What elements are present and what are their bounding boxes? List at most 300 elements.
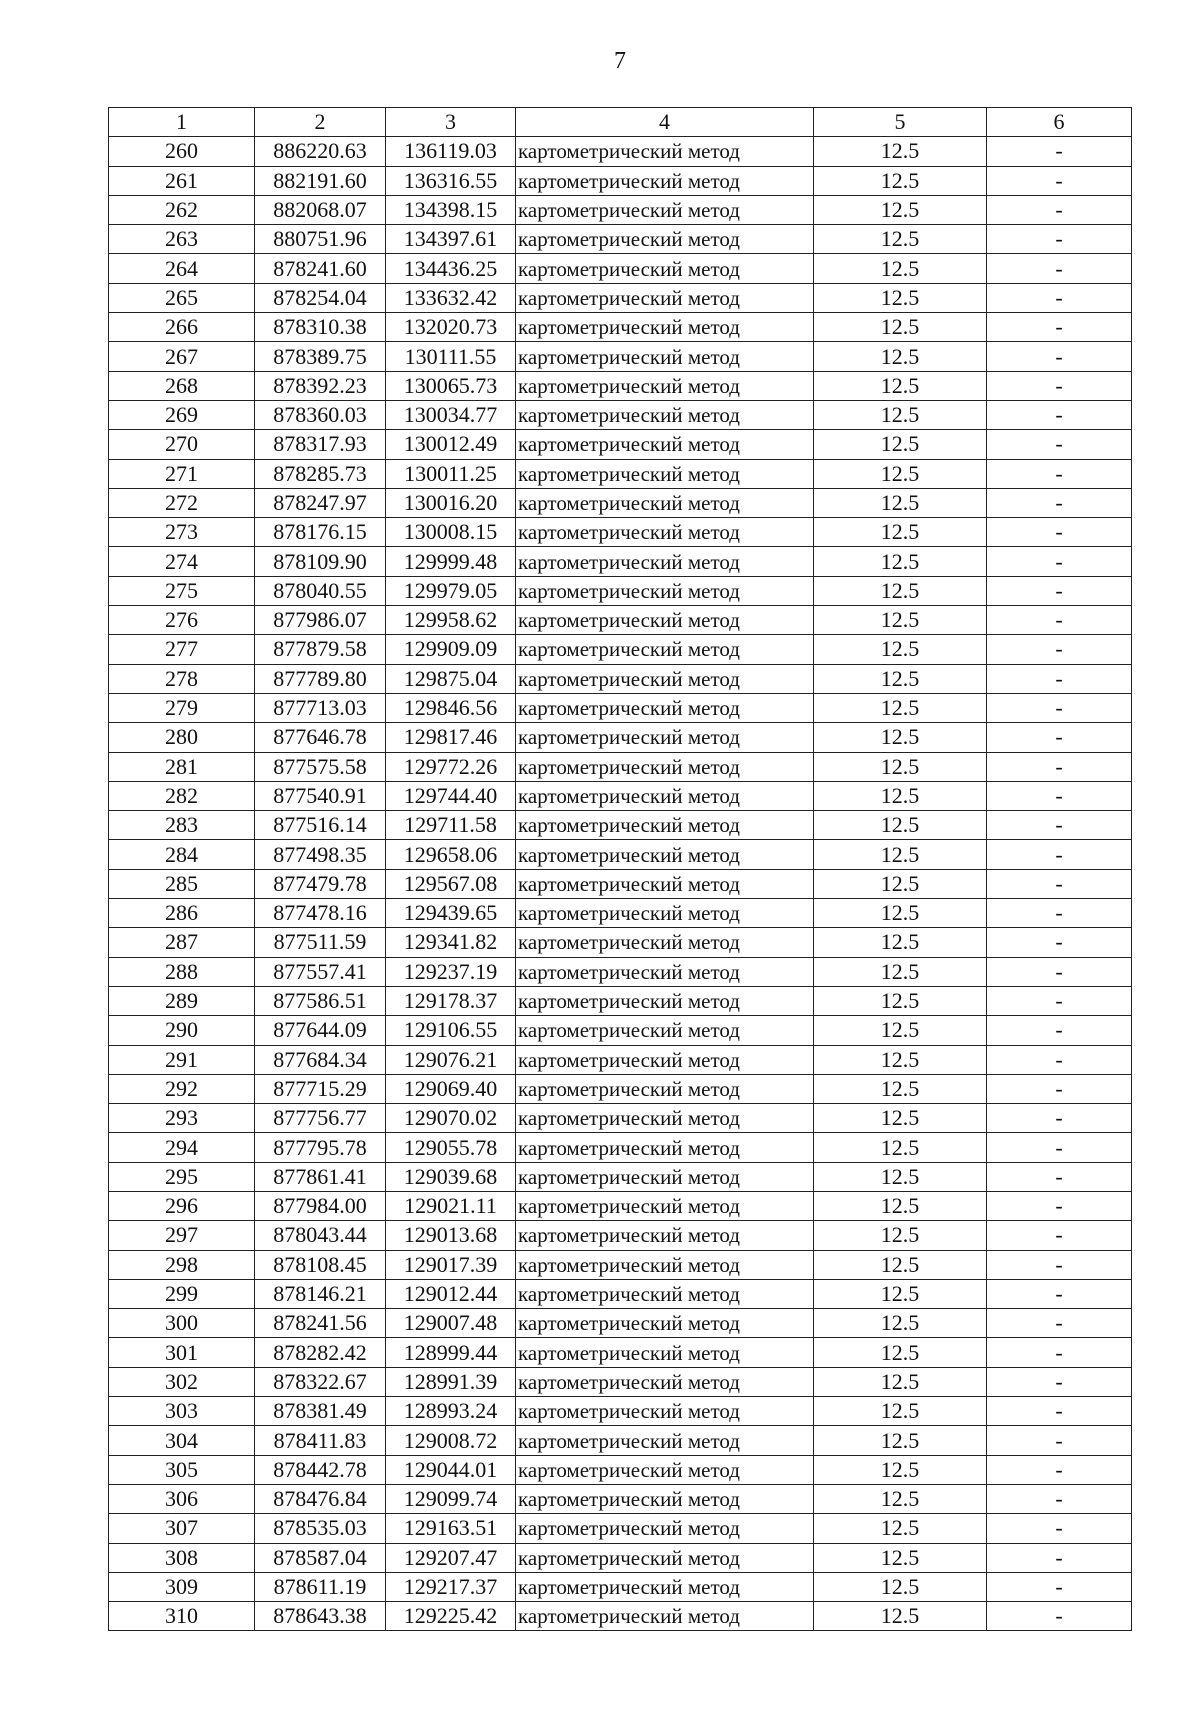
note-cell: - <box>987 606 1132 635</box>
header-point-number: 1 <box>109 108 255 137</box>
y-coordinate-cell: 134397.61 <box>386 225 516 254</box>
y-coordinate-cell: 129909.09 <box>386 635 516 664</box>
note-cell: - <box>987 1426 1132 1455</box>
point-number-cell: 272 <box>109 488 255 517</box>
table-row <box>109 693 1132 722</box>
accuracy-cell: 12.5 <box>814 781 987 810</box>
y-coordinate-cell: 130008.15 <box>386 518 516 547</box>
y-coordinate-cell: 129439.65 <box>386 899 516 928</box>
x-coordinate-cell: 877478.16 <box>255 899 386 928</box>
table-row <box>109 1484 1132 1513</box>
point-number-cell: 299 <box>109 1279 255 1308</box>
accuracy-cell: 12.5 <box>814 957 987 986</box>
note-cell: - <box>987 781 1132 810</box>
accuracy-cell: 12.5 <box>814 518 987 547</box>
point-number-cell: 304 <box>109 1426 255 1455</box>
accuracy-cell: 12.5 <box>814 635 987 664</box>
method-cell: картометрический метод <box>516 1133 814 1162</box>
point-number-cell: 270 <box>109 430 255 459</box>
y-coordinate-cell: 129999.48 <box>386 547 516 576</box>
accuracy-cell: 12.5 <box>814 723 987 752</box>
method-cell: картометрический метод <box>516 195 814 224</box>
x-coordinate-cell: 878310.38 <box>255 313 386 342</box>
accuracy-cell: 12.5 <box>814 195 987 224</box>
accuracy-cell: 12.5 <box>814 1162 987 1191</box>
y-coordinate-cell: 129846.56 <box>386 693 516 722</box>
note-cell: - <box>987 840 1132 869</box>
note-cell: - <box>987 371 1132 400</box>
x-coordinate-cell: 877644.09 <box>255 1016 386 1045</box>
accuracy-cell: 12.5 <box>814 693 987 722</box>
x-coordinate-cell: 880751.96 <box>255 225 386 254</box>
method-cell: картометрический метод <box>516 664 814 693</box>
page-number: 7 <box>614 48 626 74</box>
method-cell: картометрический метод <box>516 547 814 576</box>
x-coordinate-cell: 886220.63 <box>255 137 386 166</box>
point-number-cell: 294 <box>109 1133 255 1162</box>
point-number-cell: 277 <box>109 635 255 664</box>
x-coordinate-cell: 878285.73 <box>255 459 386 488</box>
x-coordinate-cell: 878146.21 <box>255 1279 386 1308</box>
y-coordinate-cell: 130034.77 <box>386 400 516 429</box>
header-row <box>109 108 1132 137</box>
point-number-cell: 289 <box>109 986 255 1015</box>
x-coordinate-cell: 877684.34 <box>255 1045 386 1074</box>
point-number-cell: 281 <box>109 752 255 781</box>
table-row <box>109 899 1132 928</box>
accuracy-cell: 12.5 <box>814 606 987 635</box>
x-coordinate-cell: 877540.91 <box>255 781 386 810</box>
y-coordinate-cell: 128999.44 <box>386 1338 516 1367</box>
accuracy-cell: 12.5 <box>814 225 987 254</box>
point-number-cell: 307 <box>109 1514 255 1543</box>
y-coordinate-cell: 136119.03 <box>386 137 516 166</box>
point-number-cell: 301 <box>109 1338 255 1367</box>
accuracy-cell: 12.5 <box>814 1367 987 1396</box>
y-coordinate-cell: 129021.11 <box>386 1191 516 1220</box>
accuracy-cell: 12.5 <box>814 899 987 928</box>
table-row <box>109 986 1132 1015</box>
method-cell: картометрический метод <box>516 1543 814 1572</box>
method-cell: картометрический метод <box>516 400 814 429</box>
header-y-coordinate: 3 <box>386 108 516 137</box>
table-row <box>109 1133 1132 1162</box>
accuracy-cell: 12.5 <box>814 1455 987 1484</box>
method-cell: картометрический метод <box>516 518 814 547</box>
y-coordinate-cell: 129163.51 <box>386 1514 516 1543</box>
table-row <box>109 547 1132 576</box>
table-body <box>109 137 1132 1631</box>
y-coordinate-cell: 129567.08 <box>386 869 516 898</box>
x-coordinate-cell: 878411.83 <box>255 1426 386 1455</box>
table-row <box>109 342 1132 371</box>
method-cell: картометрический метод <box>516 899 814 928</box>
method-cell: картометрический метод <box>516 1338 814 1367</box>
note-cell: - <box>987 1045 1132 1074</box>
table-header <box>109 108 1132 137</box>
accuracy-cell: 12.5 <box>814 576 987 605</box>
note-cell: - <box>987 1455 1132 1484</box>
table-row <box>109 166 1132 195</box>
method-cell: картометрический метод <box>516 1104 814 1133</box>
x-coordinate-cell: 877715.29 <box>255 1074 386 1103</box>
x-coordinate-cell: 877586.51 <box>255 986 386 1015</box>
method-cell: картометрический метод <box>516 723 814 752</box>
y-coordinate-cell: 134436.25 <box>386 254 516 283</box>
note-cell: - <box>987 664 1132 693</box>
x-coordinate-cell: 877516.14 <box>255 811 386 840</box>
method-cell: картометрический метод <box>516 1045 814 1074</box>
header-x-coordinate: 2 <box>255 108 386 137</box>
accuracy-cell: 12.5 <box>814 986 987 1015</box>
note-cell: - <box>987 957 1132 986</box>
method-cell: картометрический метод <box>516 1016 814 1045</box>
y-coordinate-cell: 129217.37 <box>386 1572 516 1601</box>
method-cell: картометрический метод <box>516 693 814 722</box>
method-cell: картометрический метод <box>516 430 814 459</box>
note-cell: - <box>987 869 1132 898</box>
point-number-cell: 300 <box>109 1309 255 1338</box>
header-accuracy: 5 <box>814 108 987 137</box>
table-row <box>109 430 1132 459</box>
accuracy-cell: 12.5 <box>814 1221 987 1250</box>
note-cell: - <box>987 1572 1132 1601</box>
point-number-cell: 284 <box>109 840 255 869</box>
table-row <box>109 1572 1132 1601</box>
y-coordinate-cell: 130111.55 <box>386 342 516 371</box>
table-row <box>109 1162 1132 1191</box>
note-cell: - <box>987 313 1132 342</box>
point-number-cell: 269 <box>109 400 255 429</box>
method-cell: картометрический метод <box>516 225 814 254</box>
accuracy-cell: 12.5 <box>814 1250 987 1279</box>
y-coordinate-cell: 129017.39 <box>386 1250 516 1279</box>
table-row <box>109 225 1132 254</box>
y-coordinate-cell: 129178.37 <box>386 986 516 1015</box>
point-number-cell: 280 <box>109 723 255 752</box>
note-cell: - <box>987 459 1132 488</box>
point-number-cell: 262 <box>109 195 255 224</box>
x-coordinate-cell: 878317.93 <box>255 430 386 459</box>
point-number-cell: 282 <box>109 781 255 810</box>
method-cell: картометрический метод <box>516 781 814 810</box>
accuracy-cell: 12.5 <box>814 1484 987 1513</box>
note-cell: - <box>987 342 1132 371</box>
method-cell: картометрический метод <box>516 1191 814 1220</box>
method-cell: картометрический метод <box>516 1572 814 1601</box>
table-row <box>109 1045 1132 1074</box>
point-number-cell: 260 <box>109 137 255 166</box>
table-row <box>109 1602 1132 1631</box>
method-cell: картометрический метод <box>516 1484 814 1513</box>
y-coordinate-cell: 130012.49 <box>386 430 516 459</box>
method-cell: картометрический метод <box>516 1397 814 1426</box>
y-coordinate-cell: 129772.26 <box>386 752 516 781</box>
table-row <box>109 635 1132 664</box>
point-number-cell: 268 <box>109 371 255 400</box>
method-cell: картометрический метод <box>516 606 814 635</box>
note-cell: - <box>987 488 1132 517</box>
accuracy-cell: 12.5 <box>814 137 987 166</box>
point-number-cell: 286 <box>109 899 255 928</box>
x-coordinate-cell: 878381.49 <box>255 1397 386 1426</box>
point-number-cell: 302 <box>109 1367 255 1396</box>
note-cell: - <box>987 723 1132 752</box>
accuracy-cell: 12.5 <box>814 1016 987 1045</box>
x-coordinate-cell: 877557.41 <box>255 957 386 986</box>
note-cell: - <box>987 1221 1132 1250</box>
point-number-cell: 291 <box>109 1045 255 1074</box>
point-number-cell: 293 <box>109 1104 255 1133</box>
table-row <box>109 957 1132 986</box>
table-row <box>109 1074 1132 1103</box>
y-coordinate-cell: 129979.05 <box>386 576 516 605</box>
accuracy-cell: 12.5 <box>814 342 987 371</box>
y-coordinate-cell: 129007.48 <box>386 1309 516 1338</box>
accuracy-cell: 12.5 <box>814 430 987 459</box>
x-coordinate-cell: 877575.58 <box>255 752 386 781</box>
note-cell: - <box>987 1484 1132 1513</box>
accuracy-cell: 12.5 <box>814 869 987 898</box>
note-cell: - <box>987 166 1132 195</box>
point-number-cell: 306 <box>109 1484 255 1513</box>
note-cell: - <box>987 430 1132 459</box>
y-coordinate-cell: 130065.73 <box>386 371 516 400</box>
table-row <box>109 195 1132 224</box>
note-cell: - <box>987 693 1132 722</box>
point-number-cell: 273 <box>109 518 255 547</box>
accuracy-cell: 12.5 <box>814 547 987 576</box>
note-cell: - <box>987 1514 1132 1543</box>
point-number-cell: 261 <box>109 166 255 195</box>
accuracy-cell: 12.5 <box>814 313 987 342</box>
accuracy-cell: 12.5 <box>814 664 987 693</box>
accuracy-cell: 12.5 <box>814 1074 987 1103</box>
table-row <box>109 1367 1132 1396</box>
method-cell: картометрический метод <box>516 1279 814 1308</box>
method-cell: картометрический метод <box>516 811 814 840</box>
note-cell: - <box>987 195 1132 224</box>
y-coordinate-cell: 129744.40 <box>386 781 516 810</box>
y-coordinate-cell: 129012.44 <box>386 1279 516 1308</box>
note-cell: - <box>987 1543 1132 1572</box>
note-cell: - <box>987 254 1132 283</box>
method-cell: картометрический метод <box>516 840 814 869</box>
note-cell: - <box>987 1602 1132 1631</box>
accuracy-cell: 12.5 <box>814 459 987 488</box>
point-number-cell: 290 <box>109 1016 255 1045</box>
method-cell: картометрический метод <box>516 1162 814 1191</box>
table-row <box>109 1104 1132 1133</box>
method-cell: картометрический метод <box>516 313 814 342</box>
method-cell: картометрический метод <box>516 137 814 166</box>
point-number-cell: 305 <box>109 1455 255 1484</box>
method-cell: картометрический метод <box>516 957 814 986</box>
x-coordinate-cell: 878108.45 <box>255 1250 386 1279</box>
table-row <box>109 811 1132 840</box>
y-coordinate-cell: 129106.55 <box>386 1016 516 1045</box>
x-coordinate-cell: 877498.35 <box>255 840 386 869</box>
y-coordinate-cell: 134398.15 <box>386 195 516 224</box>
note-cell: - <box>987 576 1132 605</box>
x-coordinate-cell: 878109.90 <box>255 547 386 576</box>
point-number-cell: 263 <box>109 225 255 254</box>
x-coordinate-cell: 878611.19 <box>255 1572 386 1601</box>
point-number-cell: 296 <box>109 1191 255 1220</box>
x-coordinate-cell: 878247.97 <box>255 488 386 517</box>
accuracy-cell: 12.5 <box>814 1104 987 1133</box>
table-row <box>109 664 1132 693</box>
x-coordinate-cell: 877479.78 <box>255 869 386 898</box>
table-row <box>109 928 1132 957</box>
method-cell: картометрический метод <box>516 928 814 957</box>
method-cell: картометрический метод <box>516 459 814 488</box>
note-cell: - <box>987 400 1132 429</box>
accuracy-cell: 12.5 <box>814 1543 987 1572</box>
header-method: 4 <box>516 108 814 137</box>
x-coordinate-cell: 877789.80 <box>255 664 386 693</box>
table-row <box>109 518 1132 547</box>
note-cell: - <box>987 986 1132 1015</box>
table-row <box>109 488 1132 517</box>
x-coordinate-cell: 877984.00 <box>255 1191 386 1220</box>
table-row <box>109 400 1132 429</box>
table-row <box>109 1191 1132 1220</box>
point-number-cell: 308 <box>109 1543 255 1572</box>
x-coordinate-cell: 878043.44 <box>255 1221 386 1250</box>
y-coordinate-cell: 129044.01 <box>386 1455 516 1484</box>
point-number-cell: 310 <box>109 1602 255 1631</box>
table-row <box>109 283 1132 312</box>
method-cell: картометрический метод <box>516 1074 814 1103</box>
note-cell: - <box>987 1074 1132 1103</box>
table-row <box>109 576 1132 605</box>
point-number-cell: 309 <box>109 1572 255 1601</box>
x-coordinate-cell: 877713.03 <box>255 693 386 722</box>
x-coordinate-cell: 877861.41 <box>255 1162 386 1191</box>
method-cell: картометрический метод <box>516 869 814 898</box>
point-number-cell: 285 <box>109 869 255 898</box>
note-cell: - <box>987 225 1132 254</box>
note-cell: - <box>987 518 1132 547</box>
y-coordinate-cell: 129055.78 <box>386 1133 516 1162</box>
point-number-cell: 298 <box>109 1250 255 1279</box>
accuracy-cell: 12.5 <box>814 254 987 283</box>
note-cell: - <box>987 1397 1132 1426</box>
table-row <box>109 840 1132 869</box>
method-cell: картометрический метод <box>516 1367 814 1396</box>
note-cell: - <box>987 547 1132 576</box>
accuracy-cell: 12.5 <box>814 166 987 195</box>
x-coordinate-cell: 877795.78 <box>255 1133 386 1162</box>
method-cell: картометрический метод <box>516 166 814 195</box>
method-cell: картометрический метод <box>516 1455 814 1484</box>
x-coordinate-cell: 882068.07 <box>255 195 386 224</box>
y-coordinate-cell: 129817.46 <box>386 723 516 752</box>
table-row <box>109 1309 1132 1338</box>
accuracy-cell: 12.5 <box>814 371 987 400</box>
note-cell: - <box>987 1279 1132 1308</box>
y-coordinate-cell: 129341.82 <box>386 928 516 957</box>
y-coordinate-cell: 129013.68 <box>386 1221 516 1250</box>
method-cell: картометрический метод <box>516 576 814 605</box>
y-coordinate-cell: 129099.74 <box>386 1484 516 1513</box>
table-row <box>109 723 1132 752</box>
method-cell: картометрический метод <box>516 254 814 283</box>
y-coordinate-cell: 129658.06 <box>386 840 516 869</box>
method-cell: картометрический метод <box>516 488 814 517</box>
point-number-cell: 279 <box>109 693 255 722</box>
note-cell: - <box>987 1104 1132 1133</box>
point-number-cell: 295 <box>109 1162 255 1191</box>
x-coordinate-cell: 878282.42 <box>255 1338 386 1367</box>
y-coordinate-cell: 129237.19 <box>386 957 516 986</box>
y-coordinate-cell: 130011.25 <box>386 459 516 488</box>
accuracy-cell: 12.5 <box>814 752 987 781</box>
point-number-cell: 292 <box>109 1074 255 1103</box>
point-number-cell: 264 <box>109 254 255 283</box>
accuracy-cell: 12.5 <box>814 840 987 869</box>
table-row <box>109 1426 1132 1455</box>
point-number-cell: 266 <box>109 313 255 342</box>
coordinates-table <box>108 107 1132 1631</box>
accuracy-cell: 12.5 <box>814 283 987 312</box>
table-row <box>109 752 1132 781</box>
x-coordinate-cell: 877986.07 <box>255 606 386 635</box>
point-number-cell: 276 <box>109 606 255 635</box>
table-row <box>109 313 1132 342</box>
accuracy-cell: 12.5 <box>814 1045 987 1074</box>
table-row <box>109 254 1132 283</box>
point-number-cell: 287 <box>109 928 255 957</box>
note-cell: - <box>987 752 1132 781</box>
x-coordinate-cell: 878535.03 <box>255 1514 386 1543</box>
table-row <box>109 371 1132 400</box>
table-row <box>109 1338 1132 1367</box>
note-cell: - <box>987 635 1132 664</box>
x-coordinate-cell: 878587.04 <box>255 1543 386 1572</box>
y-coordinate-cell: 129225.42 <box>386 1602 516 1631</box>
x-coordinate-cell: 878476.84 <box>255 1484 386 1513</box>
table-row <box>109 1514 1132 1543</box>
x-coordinate-cell: 878360.03 <box>255 400 386 429</box>
y-coordinate-cell: 129958.62 <box>386 606 516 635</box>
method-cell: картометрический метод <box>516 1426 814 1455</box>
point-number-cell: 297 <box>109 1221 255 1250</box>
note-cell: - <box>987 1191 1132 1220</box>
y-coordinate-cell: 129076.21 <box>386 1045 516 1074</box>
table-row <box>109 1279 1132 1308</box>
method-cell: картометрический метод <box>516 283 814 312</box>
header-note: 6 <box>987 108 1132 137</box>
x-coordinate-cell: 878241.56 <box>255 1309 386 1338</box>
accuracy-cell: 12.5 <box>814 928 987 957</box>
note-cell: - <box>987 899 1132 928</box>
method-cell: картометрический метод <box>516 752 814 781</box>
table-row <box>109 1250 1132 1279</box>
accuracy-cell: 12.5 <box>814 1338 987 1367</box>
method-cell: картометрический метод <box>516 342 814 371</box>
table-row <box>109 1221 1132 1250</box>
accuracy-cell: 12.5 <box>814 811 987 840</box>
x-coordinate-cell: 878322.67 <box>255 1367 386 1396</box>
method-cell: картометрический метод <box>516 1602 814 1631</box>
point-number-cell: 265 <box>109 283 255 312</box>
accuracy-cell: 12.5 <box>814 1602 987 1631</box>
note-cell: - <box>987 928 1132 957</box>
note-cell: - <box>987 1133 1132 1162</box>
x-coordinate-cell: 878389.75 <box>255 342 386 371</box>
